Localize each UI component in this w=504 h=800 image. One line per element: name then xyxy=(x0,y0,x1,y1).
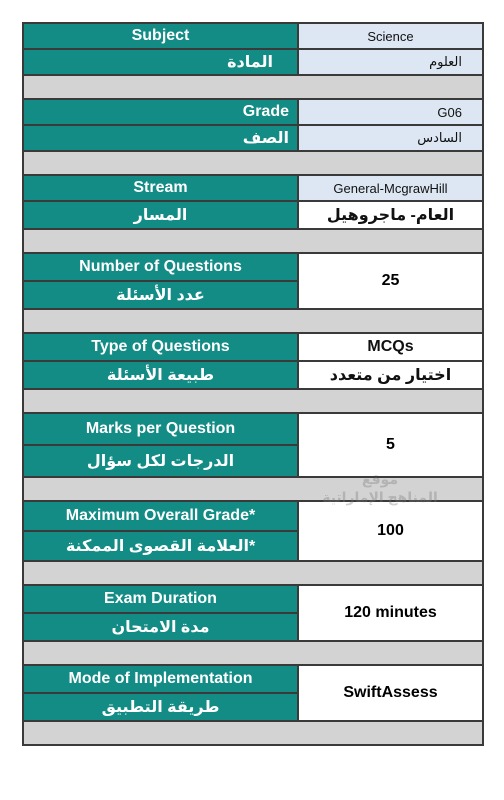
grade-row-ar xyxy=(24,126,482,152)
spacer xyxy=(24,562,482,586)
mode-label-en: Mode of Implementation xyxy=(24,666,297,692)
grade-value-en: G06 xyxy=(299,100,482,124)
num-questions-label-ar: عدد الأسئلة xyxy=(24,280,297,308)
type-questions-label-ar: طبيعة الأسئلة xyxy=(24,360,297,388)
stream-value-en: General-McgrawHill xyxy=(299,176,482,200)
type-questions-value-en: MCQs xyxy=(299,334,482,360)
spacer xyxy=(24,230,482,254)
stream-row-en xyxy=(24,176,482,202)
duration-label-ar: مدة الامتحان xyxy=(24,612,297,640)
grade-label-en: Grade xyxy=(24,100,299,124)
spacer xyxy=(24,76,482,100)
watermark-line1: موقع xyxy=(361,471,399,487)
subject-value-ar: العلوم xyxy=(299,50,482,74)
marks-label-ar: الدرجات لكل سؤال xyxy=(24,444,297,476)
grade-label-ar: الصف xyxy=(24,126,299,150)
spacer xyxy=(24,478,482,502)
num-questions-value: 25 xyxy=(381,272,400,289)
num-questions-block xyxy=(24,254,482,310)
marks-value: 5 xyxy=(386,436,395,453)
marks-label-en: Marks per Question xyxy=(24,414,297,444)
duration-value: 120 minutes xyxy=(344,604,437,621)
max-grade-value: 100 xyxy=(377,522,404,539)
max-grade-label-en: Maximum Overall Grade* xyxy=(24,502,297,530)
type-questions-block xyxy=(24,334,482,390)
spacer xyxy=(24,152,482,176)
exam-info-table xyxy=(22,22,484,746)
spacer xyxy=(24,722,482,746)
subject-value-en: Science xyxy=(299,24,482,48)
subject-row-ar xyxy=(24,50,482,76)
watermark-line2: المناهج الإماراتية xyxy=(322,489,438,506)
type-questions-value-ar: اختيار من متعدد xyxy=(299,360,482,388)
subject-row-en xyxy=(24,24,482,50)
num-questions-label-en: Number of Questions xyxy=(24,254,297,280)
max-grade-block xyxy=(24,502,482,562)
stream-value-ar: العام- ماجروهيل xyxy=(299,202,482,228)
spacer xyxy=(24,390,482,414)
type-questions-label-en: Type of Questions xyxy=(24,334,297,360)
stream-label-en: Stream xyxy=(24,176,299,200)
subject-label-en: Subject xyxy=(24,24,299,48)
mode-label-ar: طريقة التطبيق xyxy=(24,692,297,720)
stream-row-ar xyxy=(24,202,482,230)
subject-label-ar: المادة xyxy=(24,50,299,74)
marks-block xyxy=(24,414,482,478)
duration-label-en: Exam Duration xyxy=(24,586,297,612)
mode-value: SwiftAssess xyxy=(343,684,438,701)
mode-block xyxy=(24,666,482,722)
spacer xyxy=(24,642,482,666)
grade-row-en xyxy=(24,100,482,126)
grade-value-ar: السادس xyxy=(299,126,482,150)
stream-label-ar: المسار xyxy=(24,202,299,228)
max-grade-label-ar: العلامة القصوى الممكنة* xyxy=(24,530,297,560)
duration-block xyxy=(24,586,482,642)
spacer xyxy=(24,310,482,334)
